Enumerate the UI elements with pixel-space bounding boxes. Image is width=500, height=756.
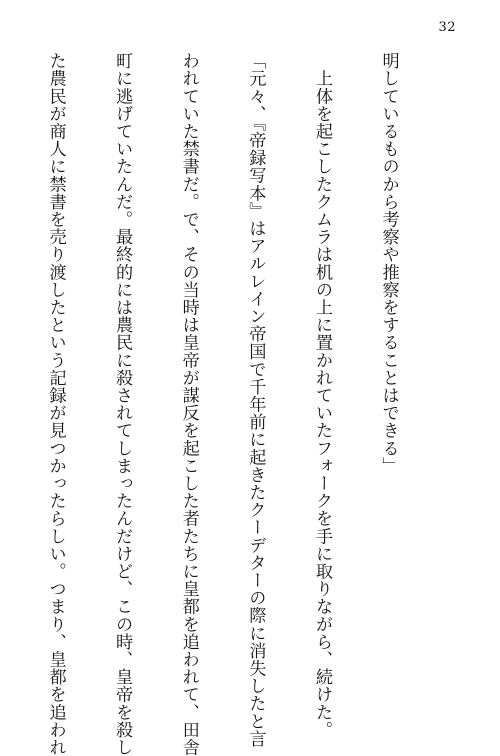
text-line: た農民が商人に禁書を売り渡したという記録が見つかったらしい。つまり、皇都を追われ bbox=[45, 52, 66, 756]
vertical-body-text bbox=[45, 52, 444, 756]
text-line: 上体を起こしたクムラは机の上に置かれていたフォークを手に取りながら、続けた。 bbox=[311, 52, 332, 739]
text-line: われていた禁書だ。で、その当時は皇帝が謀反を起こした者たちに皇都を追われて、田舎 bbox=[178, 52, 199, 756]
page-number: 32 bbox=[438, 20, 456, 35]
text-line: 町に逃げていたんだ。最終的には農民に殺されてしまったんだけど、この時、皇帝を殺し bbox=[112, 52, 133, 756]
text-line: 「元々、『帝録写本』はアルレイン帝国で千年前に起きたクーデターの際に消失したと言 bbox=[245, 52, 266, 748]
text-line: 明しているものから考察や推察をすることはできる」 bbox=[378, 52, 399, 475]
